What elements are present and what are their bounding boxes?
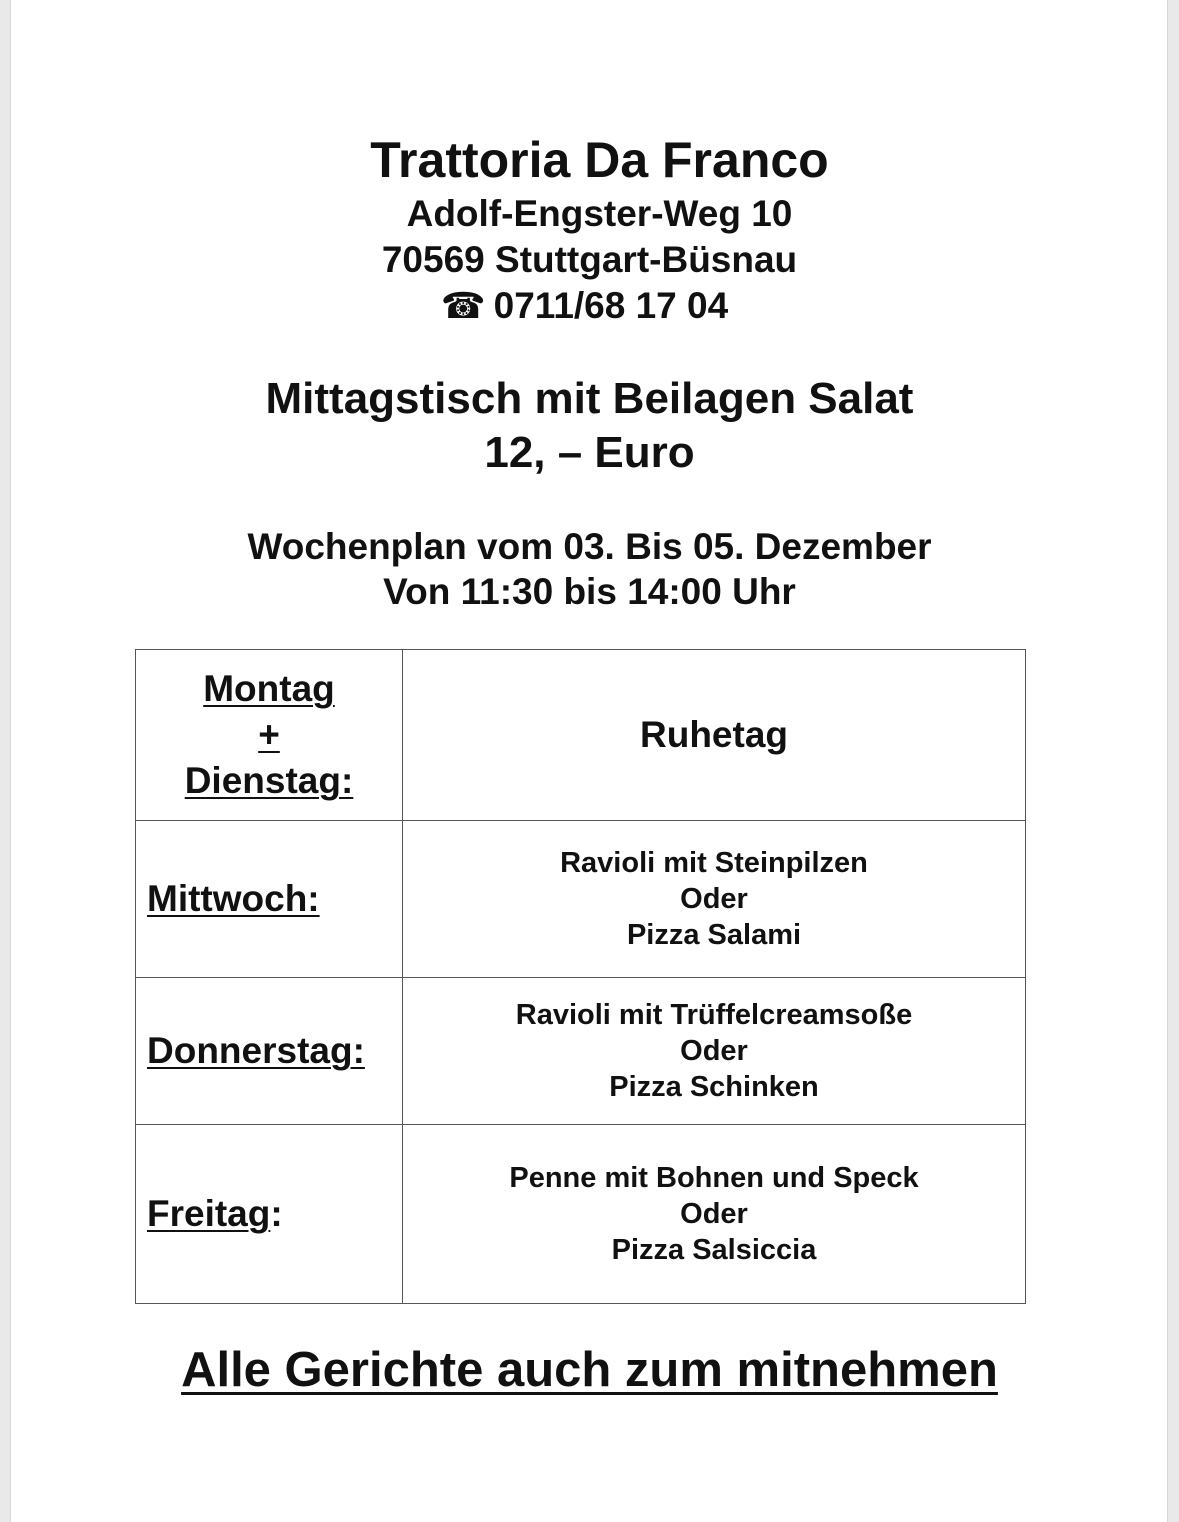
day-label-plus: + [258, 714, 280, 755]
dish-option-1: Ravioli mit Steinpilzen [560, 847, 868, 879]
day-label-tuesday: Dienstag: [184, 760, 354, 801]
dish-option-2: Pizza Schinken [609, 1071, 819, 1103]
lunch-offer-title: Mittagstisch mit Beilagen Salat [265, 374, 914, 423]
opening-hours: Von 11:30 bis 14:00 Uhr [383, 571, 796, 612]
dish-or: Oder [680, 883, 748, 915]
day-label: Mittwoch: [147, 878, 320, 919]
rest-day-label: Ruhetag [640, 714, 788, 755]
takeaway-text: Alle Gerichte auch zum mitnehmen [181, 1343, 998, 1397]
table-row [136, 650, 1026, 821]
dish-cell [403, 1125, 1026, 1304]
dish-cell [403, 650, 1026, 821]
weekly-menu-table [135, 649, 1026, 1304]
day-cell [136, 1125, 403, 1304]
restaurant-phone [0, 285, 1174, 327]
day-cell [136, 650, 403, 821]
restaurant-city: 70569 Stuttgart-Büsnau [381, 239, 798, 280]
telephone-icon: ☎ [440, 285, 486, 326]
table-row [136, 978, 1026, 1125]
dish-option-1: Ravioli mit Trüffelcreamsoße [515, 999, 913, 1031]
dish-cell [403, 978, 1026, 1125]
day-label-monday: Montag [203, 668, 335, 709]
dish-or: Oder [680, 1198, 748, 1230]
table-row [136, 1125, 1026, 1304]
dish-or: Oder [680, 1035, 748, 1067]
dish-option-2: Pizza Salami [626, 919, 802, 951]
week-plan: Wochenplan vom 03. Bis 05. Dezember [247, 526, 932, 567]
dish-option-2: Pizza Salsiccia [611, 1234, 817, 1266]
phone-number: 0711/68 17 04 [493, 285, 729, 326]
dish-cell [403, 821, 1026, 978]
lunch-price: 12, – Euro [484, 428, 695, 477]
table-row [136, 821, 1026, 978]
takeaway-note [0, 1342, 1179, 1398]
day-label-colon: : [270, 1193, 283, 1234]
day-label: Donnerstag: [147, 1030, 365, 1071]
dish-option-1: Penne mit Bohnen und Speck [509, 1162, 919, 1194]
day-label: Freitag [147, 1193, 271, 1234]
restaurant-name: Trattoria Da Franco [370, 132, 829, 188]
restaurant-street: Adolf-Engster-Weg 10 [406, 193, 793, 234]
day-cell [136, 821, 403, 978]
day-cell [136, 978, 403, 1125]
